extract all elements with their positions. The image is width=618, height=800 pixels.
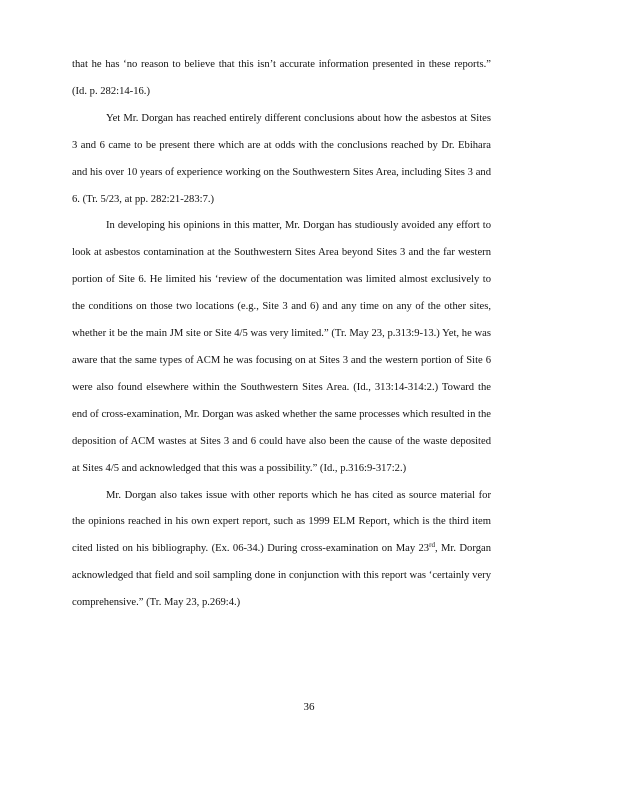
paragraph-4-text-end: , Mr. Dorgan acknowledged that field and soil sampling done in conjunction with this report was ‘certainly very comprehensive.” (Tr. May 23, p.269:4.) <box>72 543 491 609</box>
paragraph-2: Yet Mr. Dorgan has reached entirely different conclusions about how the asbestos at Sites 3 and 6 came to be present there which are at odds with the conclusions reached by Dr. Ebihara and his over 10 years of experience working on the Southwestern Sites Area, including Sites 3 and 6. (Tr. 5/23, at pp. 282:21-283:7.) <box>72 112 491 205</box>
paragraph-3: In developing his opinions in this matter, Mr. Dorgan has studiously avoided any effort to look at asbestos contamination at the Southwestern Sites Area beyond Sites 3 and the far western portion of Site 6. He limited his ‘review of the documentation was limited almost exclusively to the conditions on those two locations (e.g., Site 3 and 6) and any time on any of the other sites, whether it be the main JM site or Site 4/5 was very limited.” (Tr. May 23, p.313:9-13.) Yet, he was aware that the same types of ACM he was focusing on at Sites 3 and the western portion of Site 6 were also found elsewhere within the Southwestern Sites Area. (Id., 313:14-314:2.) Toward the end of cross-examination, Mr. Dorgan was asked whether the same processes which resulted in the deposition of ACM wastes at Sites 3 and 6 could have also been the cause of the waste deposited at Sites 4/5 and acknowledged that this was a possibility.” (Id., p.316:9-317:2.) <box>72 220 491 474</box>
ordinal-superscript: rd <box>429 541 435 550</box>
paragraph-4-text-start: Mr. Dorgan also takes issue with other reports which he has cited as source material for the opinions reached in his own expert report, such as 1999 ELM Report, which is the third item cited listed on his bibliography. (Ex. 06-34.) During cross-examination on May 23 <box>72 489 491 555</box>
paragraph-1: that he has ‘no reason to believe that this isn’t accurate information presented in these reports.” (Id. p. 282:14-16.) <box>72 59 491 97</box>
paragraph-4 <box>72 483 491 618</box>
body-text <box>72 52 491 617</box>
page-number: 36 <box>303 701 315 713</box>
